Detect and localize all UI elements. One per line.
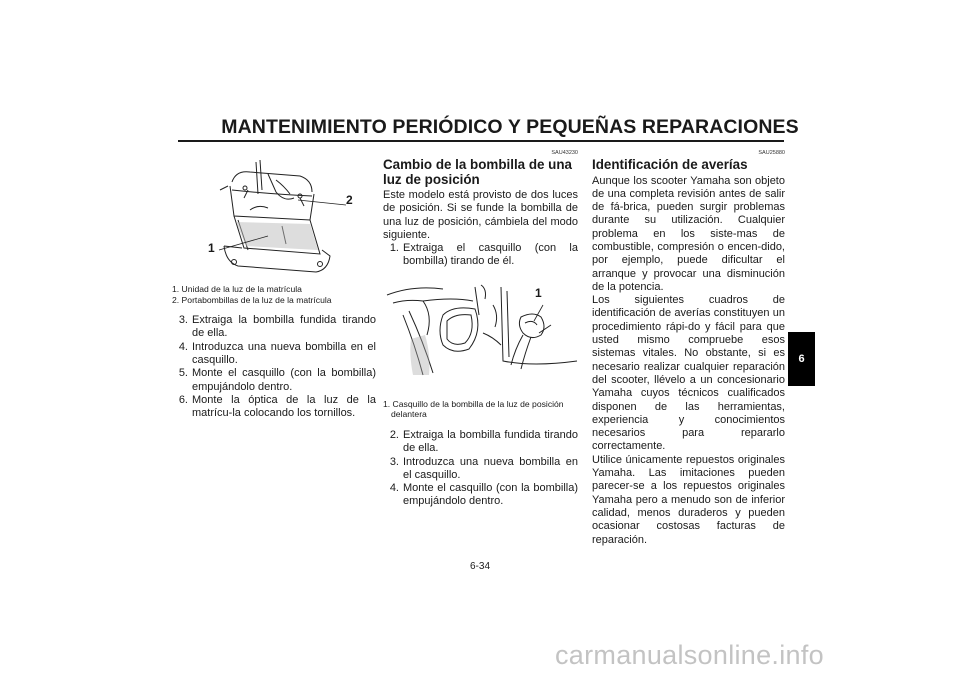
watermark: carmanualsonline.info bbox=[555, 640, 824, 670]
step-number: 6. bbox=[178, 393, 188, 406]
step-number: 4. bbox=[389, 482, 399, 495]
section-heading: Cambio de la bombilla de una luz de posición bbox=[383, 157, 572, 187]
step-text: Extraiga el casquillo (con la bombilla) tirando de él. bbox=[403, 242, 578, 268]
step-item bbox=[383, 482, 578, 509]
right-column bbox=[592, 150, 785, 547]
paragraph: Utilice únicamente repuestos originales Yamaha. Las imitaciones pueden parecer-se a los repuestos originales Yamaha pero a menudo son de inferior calidad, menos duraderos y pueden ocasionar costosas facturas de reparación. bbox=[592, 453, 785, 546]
left-column bbox=[172, 150, 376, 421]
figure-caption bbox=[172, 284, 376, 305]
middle-column bbox=[383, 150, 578, 509]
header-rule bbox=[178, 140, 784, 142]
step-text: Extraiga la bombilla fundida tirando de ella. bbox=[192, 314, 376, 340]
step-number: 1. bbox=[389, 242, 399, 255]
page-title: MANTENIMIENTO PERIÓDICO Y PEQUEÑAS REPARACIONES bbox=[221, 116, 799, 138]
step-number: 2. bbox=[389, 428, 399, 441]
step-item bbox=[172, 314, 376, 341]
paragraph: Aunque los scooter Yamaha son objeto de una completa revisión antes de salir de fá-brica, pueden surgir problemas durante su utilización. Cualquier problema en los siste-mas de combustible, compresión o encen-dido, por ejemplo, puede dificultar el arranque y provocar una disminución de la potencia. bbox=[592, 174, 785, 293]
step-item bbox=[383, 429, 578, 456]
step-text: Monte el casquillo (con la bombilla) empujándolo dentro. bbox=[403, 482, 578, 508]
section-code: SAU43230 bbox=[551, 150, 578, 156]
position-light-illustration bbox=[383, 275, 578, 393]
step-item bbox=[383, 242, 578, 269]
chapter-tab: 6 bbox=[788, 332, 815, 386]
section-heading: Identificación de averías bbox=[592, 157, 748, 172]
caption-line: 1. Casquillo de la bombilla de la luz de posición delantera bbox=[383, 398, 564, 420]
caption-line: 1. Unidad de la luz de la matrícula bbox=[172, 284, 302, 294]
step-text: Introduzca una nueva bombilla en el casquillo. bbox=[403, 455, 578, 481]
paragraph: Los siguientes cuadros de identificación de averías constituyen un procedimiento rápi-do y fácil para que usted mismo compruebe esos sistemas vitales. No obstante, si es necesario realizar cualquier reparación del scooter, llévelo a un concesionario Yamaha cuyos técnicos cualificados disponen de las herramientas, experiencia y conocimientos necesarios para repararlo correctamente. bbox=[592, 294, 785, 453]
figure-caption bbox=[383, 399, 578, 420]
license-light-illustration bbox=[172, 150, 376, 284]
position-light-figure bbox=[383, 275, 578, 393]
step-text: Monte el casquillo (con la bombilla) empujándolo dentro. bbox=[192, 367, 376, 393]
step-item bbox=[172, 341, 376, 368]
step-number: 5. bbox=[178, 367, 188, 380]
section-code: SAU25880 bbox=[758, 150, 785, 156]
step-text: Monte la óptica de la luz de la matrícu-la colocando los tornillos. bbox=[192, 393, 376, 420]
step-item bbox=[172, 367, 376, 394]
callout-2-leader bbox=[298, 200, 346, 205]
step-text: Introduzca una nueva bombilla en el casquillo. bbox=[192, 340, 376, 367]
section-intro: Este modelo está provisto de dos luces de posición. Si se funde la bombilla de una luz de posición, cámbiela del modo siguiente. bbox=[383, 189, 578, 241]
step-number: 3. bbox=[389, 455, 399, 468]
step-item bbox=[383, 456, 578, 483]
step-text: Extraiga la bombilla fundida tirando de ella. bbox=[403, 428, 578, 455]
figure-callout-2: 2 bbox=[346, 193, 353, 207]
figure-callout-1: 1 bbox=[208, 241, 215, 255]
step-item bbox=[172, 394, 376, 421]
step-number: 4. bbox=[178, 340, 188, 353]
page-number: 6-34 bbox=[469, 561, 490, 572]
figure-callout-1: 1 bbox=[535, 285, 542, 300]
step-list bbox=[172, 314, 376, 420]
step-list bbox=[383, 429, 578, 509]
step-number: 3. bbox=[178, 314, 188, 327]
license-light-figure bbox=[172, 150, 376, 284]
caption-line: 2. Portabombillas de la luz de la matrícula bbox=[172, 294, 332, 305]
